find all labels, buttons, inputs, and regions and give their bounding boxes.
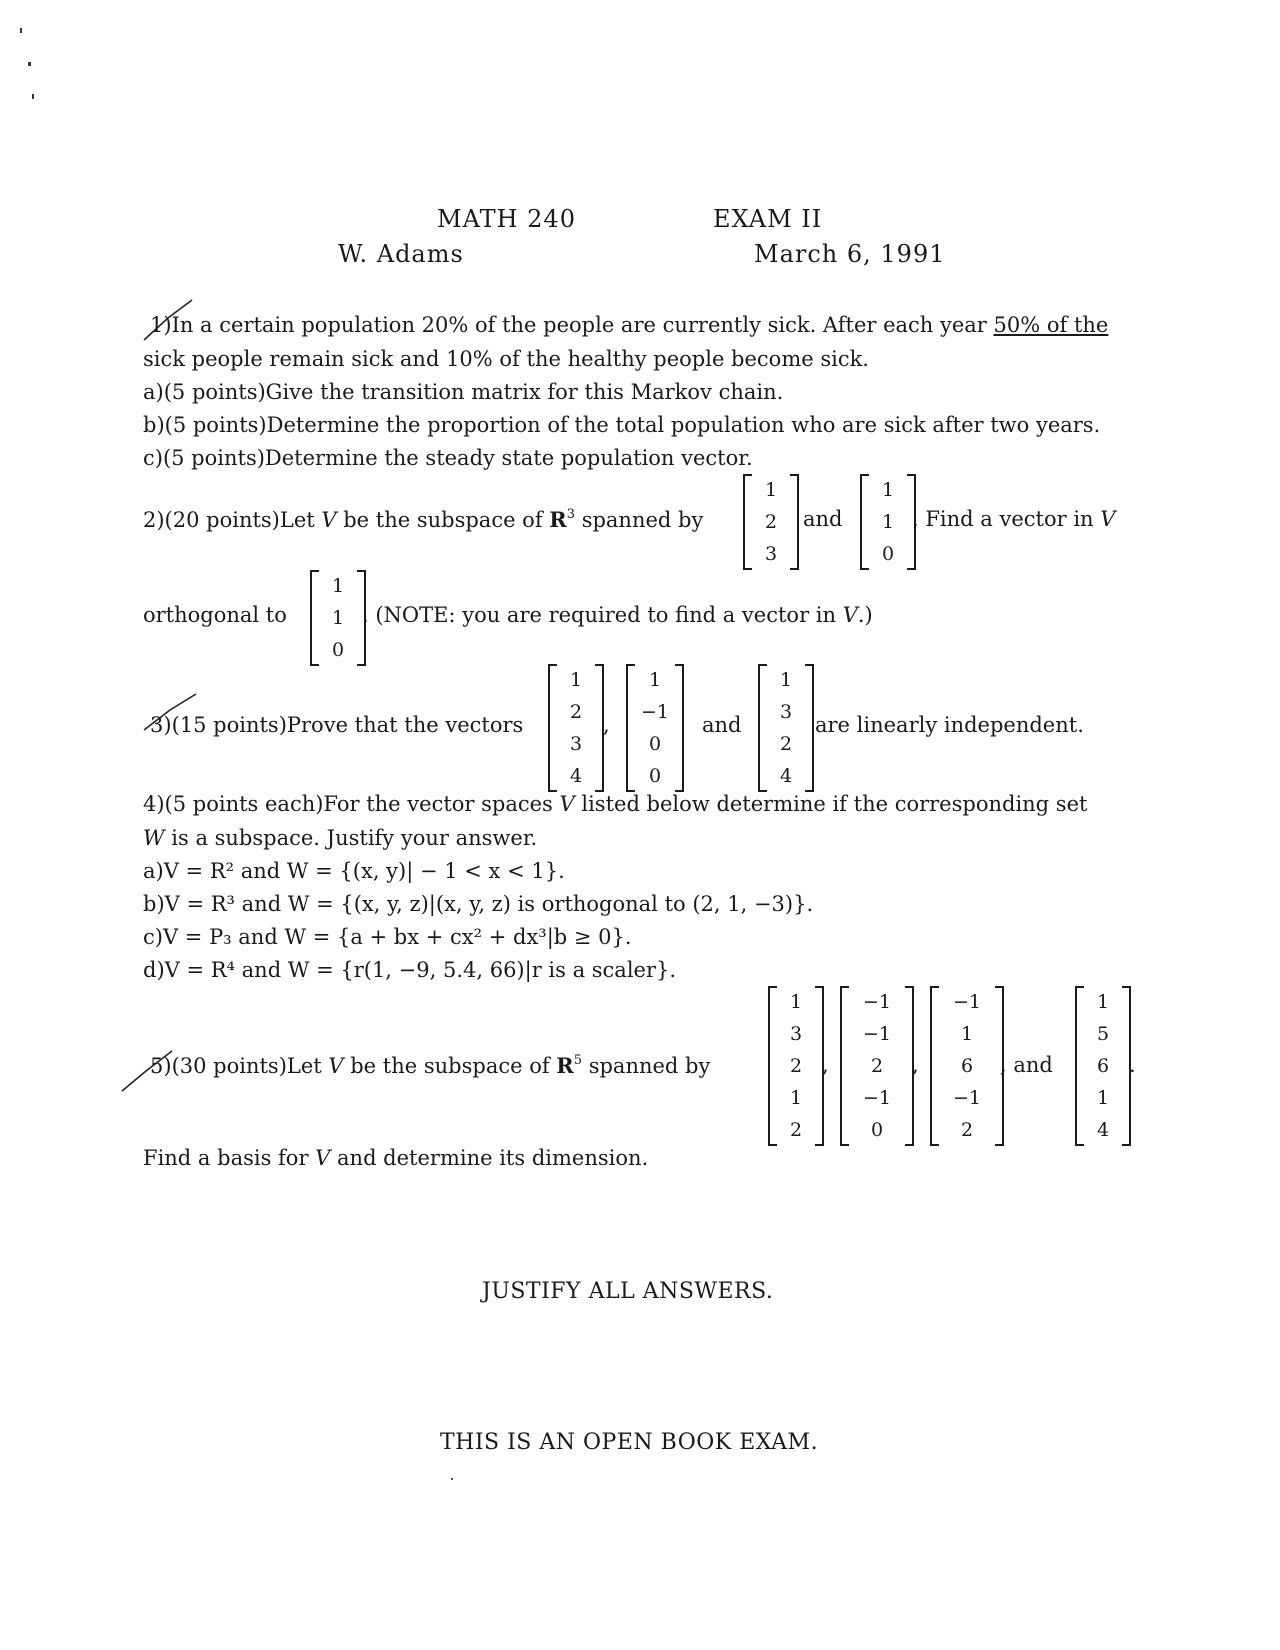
matrix-entry: 1: [881, 511, 895, 533]
q5-vector-1: [768, 986, 824, 1146]
q4-intro: 4)(5 points each)For the vector spaces V listed below determine if the corresponding set: [143, 792, 1088, 816]
matrix-entry: 4: [569, 765, 583, 787]
q1-part-c: c)(5 points)Determine the steady state population vector.: [143, 446, 753, 470]
matrix-entry: 1: [789, 1087, 803, 1109]
matrix-entry: 2: [779, 733, 793, 755]
q5-vector-2: [840, 986, 914, 1146]
scan-mark: [20, 28, 22, 33]
matrix-entry: 2: [789, 1119, 803, 1141]
matrix-entry: 1: [648, 669, 662, 691]
matrix-entry: −1: [862, 991, 891, 1013]
matrix-entry: 3: [789, 1023, 803, 1045]
q3-tail: are linearly independent.: [815, 713, 1084, 737]
q5-line2: Find a basis for V and determine its dimension.: [143, 1146, 649, 1170]
q2-and: and: [803, 507, 843, 531]
matrix-entry: 6: [960, 1055, 974, 1077]
justify-notice: JUSTIFY ALL ANSWERS.: [482, 1279, 774, 1304]
q4-part-a: a)V = R² and W = {(x, y)| − 1 < x < 1}.: [143, 859, 565, 883]
matrix-entry: 0: [881, 543, 895, 565]
q1-underlined-text: 50% of the: [993, 313, 1109, 337]
matrix-entry: 1: [569, 669, 583, 691]
q3-vector-2: [626, 664, 684, 792]
exam-title: EXAM II: [713, 205, 823, 233]
matrix-entry: 2: [569, 701, 583, 723]
q4-part-b: b)V = R³ and W = {(x, y, z)|(x, y, z) is orthogonal to (2, 1, −3)}.: [143, 892, 814, 916]
q2-note: . (NOTE: you are required to find a vector in V.): [362, 603, 873, 627]
matrix-entry: 0: [870, 1119, 884, 1141]
q2-text-tail: . Find a vector in V: [912, 507, 1116, 531]
q5-number: 5): [150, 1054, 172, 1078]
matrix-entry: −1: [641, 701, 670, 723]
q5-comma-2: ,: [912, 1053, 919, 1077]
q5-and: , and: [1000, 1053, 1053, 1077]
matrix-entry: 2: [960, 1119, 974, 1141]
matrix-entry: 2: [870, 1055, 884, 1077]
matrix-entry: 1: [1096, 991, 1110, 1013]
matrix-entry: 0: [331, 639, 345, 661]
q1-number: 1): [150, 313, 172, 337]
q4-intro-line2: W is a subspace. Justify your answer.: [143, 826, 538, 850]
q5-vector-4: [1075, 986, 1131, 1146]
matrix-entry: −1: [952, 991, 981, 1013]
matrix-entry: 1: [881, 479, 895, 501]
matrix-entry: 1: [789, 991, 803, 1013]
q3-vector-3: [758, 664, 814, 792]
scan-mark: [451, 1478, 453, 1480]
matrix-entry: 5: [1096, 1023, 1110, 1045]
q3-number: 3): [150, 713, 172, 737]
q3-text: 3)(15 points)Prove that the vectors: [150, 713, 524, 737]
q5-comma-1: ,: [822, 1053, 829, 1077]
scan-mark: [28, 62, 31, 66]
exam-date: March 6, 1991: [754, 240, 946, 268]
q5-period: .: [1129, 1053, 1136, 1077]
matrix-entry: 4: [779, 765, 793, 787]
matrix-entry: 3: [569, 733, 583, 755]
q5-vector-3: [930, 986, 1004, 1146]
matrix-entry: 0: [648, 733, 662, 755]
scan-mark: [32, 94, 34, 99]
matrix-entry: −1: [952, 1087, 981, 1109]
matrix-entry: −1: [862, 1087, 891, 1109]
q1-part-a: a)(5 points)Give the transition matrix for this Markov chain.: [143, 380, 784, 404]
matrix-entry: 1: [331, 575, 345, 597]
author-name: W. Adams: [338, 240, 464, 268]
q2-vector-2: [860, 474, 916, 570]
q1-intro-line2: sick people remain sick and 10% of the healthy people become sick.: [143, 347, 869, 371]
q2-orthogonal-label: orthogonal to: [143, 603, 287, 627]
q1-part-b: b)(5 points)Determine the proportion of the total population who are sick after two years.: [143, 413, 1101, 437]
q3-and: and: [702, 713, 742, 737]
matrix-entry: 0: [648, 765, 662, 787]
matrix-entry: 2: [764, 511, 778, 533]
matrix-entry: 6: [1096, 1055, 1110, 1077]
matrix-entry: 3: [764, 543, 778, 565]
q4-part-d: d)V = R⁴ and W = {r(1, −9, 5.4, 66)|r is a scaler}.: [143, 958, 677, 982]
q2-vector-3: [310, 570, 366, 666]
matrix-entry: 3: [779, 701, 793, 723]
matrix-entry: 1: [764, 479, 778, 501]
matrix-entry: 1: [331, 607, 345, 629]
q1-intro: 1)In a certain population 20% of the people are currently sick. After each year 50% of the: [150, 313, 1109, 337]
matrix-entry: 1: [779, 669, 793, 691]
open-book-notice: THIS IS AN OPEN BOOK EXAM.: [440, 1430, 819, 1455]
matrix-entry: 1: [1096, 1087, 1110, 1109]
course-title: MATH 240: [437, 205, 576, 233]
q2-vector-1: [743, 474, 799, 570]
q5-text: 5)(30 points)Let V be the subspace of $R^5$ spanned by: [150, 1053, 711, 1078]
q3-comma: ,: [603, 713, 610, 737]
matrix-entry: 4: [1096, 1119, 1110, 1141]
q4-part-c: c)V = P₃ and W = {a + bx + cx² + dx³|b ≥ 0}.: [143, 925, 632, 949]
matrix-entry: −1: [862, 1023, 891, 1045]
q3-vector-1: [548, 664, 604, 792]
matrix-entry: 2: [789, 1055, 803, 1077]
matrix-entry: 1: [960, 1023, 974, 1045]
q2-text: 2)(20 points)Let V be the subspace of $R^3$ spanned by: [143, 507, 704, 532]
